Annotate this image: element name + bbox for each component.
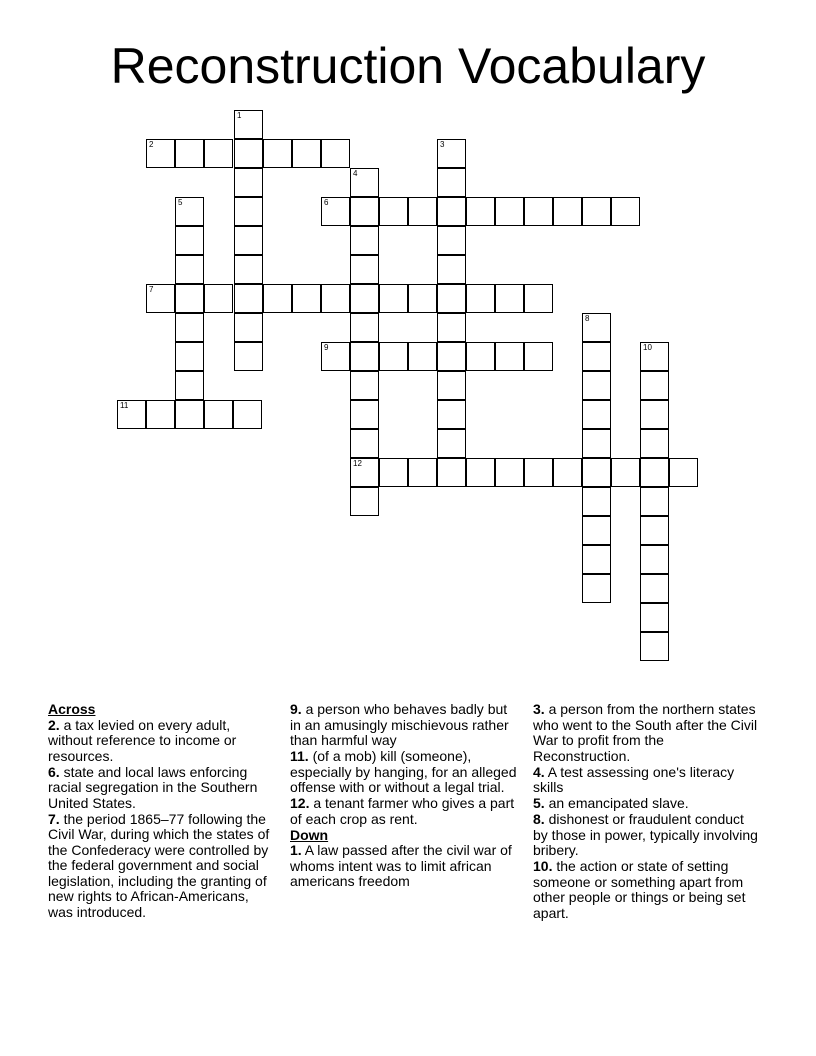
grid-cell[interactable] (408, 458, 437, 487)
grid-cell[interactable] (466, 284, 495, 313)
grid-cell[interactable] (379, 458, 408, 487)
grid-cell[interactable] (582, 487, 611, 516)
clue-item-number: 5. (533, 795, 545, 811)
grid-cell[interactable] (350, 168, 379, 197)
clue-item-text: state and local laws enforcing racial segregation in the Southern United States. (48, 763, 258, 811)
grid-cell[interactable] (234, 284, 263, 313)
grid-cell[interactable] (582, 342, 611, 371)
down-clue-list (290, 843, 518, 890)
clue-item-number: 7. (48, 810, 60, 827)
clue-item-text: dishonest or fraudulent conduct by those in power, typically involving bribery. (533, 811, 758, 858)
grid-cell[interactable] (379, 342, 408, 371)
grid-cell[interactable] (175, 139, 204, 168)
grid-cell[interactable] (146, 139, 175, 168)
grid-cell[interactable] (175, 226, 204, 255)
grid-cell[interactable] (640, 429, 669, 458)
grid-cell[interactable] (146, 284, 175, 313)
grid-cell[interactable] (350, 255, 379, 284)
grid-cell[interactable] (437, 458, 466, 487)
down-clue-list-continued (533, 702, 761, 921)
grid-cell[interactable] (408, 197, 437, 226)
grid-cell[interactable] (611, 197, 640, 226)
grid-cell[interactable] (524, 284, 553, 313)
grid-cell[interactable] (553, 458, 582, 487)
clue-number: 5 (178, 198, 183, 207)
clue-item-text: A law passed after the civil war of whoms intent was to limit african americans freedom (290, 842, 512, 889)
grid-cell[interactable] (437, 197, 466, 226)
grid-cell[interactable] (175, 197, 204, 226)
grid-cell[interactable] (350, 197, 379, 226)
grid-cell[interactable] (233, 400, 262, 429)
clue-item-text: a tenant farmer who gives a part of each crop as rent. (290, 795, 515, 827)
grid-cell[interactable] (234, 313, 263, 342)
clue-number: 8 (585, 314, 590, 323)
clue-number: 10 (643, 343, 652, 352)
grid-cell[interactable] (582, 429, 611, 458)
grid-cell[interactable] (437, 371, 466, 400)
clue-item (533, 859, 761, 921)
grid-cell[interactable] (582, 545, 611, 574)
clue-item (48, 765, 276, 812)
clue-item (533, 702, 761, 764)
grid-cell[interactable] (234, 168, 263, 197)
clue-item (533, 796, 761, 812)
grid-cell[interactable] (437, 313, 466, 342)
clue-number: 6 (324, 198, 329, 207)
grid-cell[interactable] (582, 458, 611, 487)
grid-cell[interactable] (321, 342, 350, 371)
clue-item-number: 12. (290, 795, 310, 811)
grid-cell[interactable] (204, 139, 233, 168)
grid-cell[interactable] (234, 139, 263, 168)
grid-cell[interactable] (640, 400, 669, 429)
clue-item (533, 765, 761, 796)
page-title: Reconstruction Vocabulary (110, 38, 706, 94)
clues-column-3 (533, 702, 761, 922)
clue-item-text: (of a mob) kill (someone), especially by hanging, for an alleged offense with or without a legal trial. (290, 748, 517, 795)
grid-cell[interactable] (350, 342, 379, 371)
grid-cell[interactable] (495, 458, 524, 487)
clue-item-number: 8. (533, 811, 545, 827)
grid-cell[interactable] (611, 458, 640, 487)
grid-cell[interactable] (582, 197, 611, 226)
grid-cell[interactable] (175, 371, 204, 400)
grid-cell[interactable] (175, 342, 204, 371)
clue-item-number: 10. (533, 858, 553, 874)
grid-cell[interactable] (640, 545, 669, 574)
clue-item-number: 9. (290, 701, 302, 717)
grid-cell[interactable] (204, 284, 233, 313)
across-heading: Across (48, 701, 96, 717)
clue-number: 12 (353, 459, 362, 468)
grid-cell[interactable] (437, 284, 466, 313)
grid-cell[interactable] (582, 313, 611, 342)
grid-cell[interactable] (175, 400, 204, 429)
clue-item-text: an emancipated slave. (544, 795, 689, 811)
grid-cell[interactable] (582, 516, 611, 545)
grid-cell[interactable] (379, 284, 408, 313)
grid-cell[interactable] (437, 400, 466, 429)
grid-cell[interactable] (669, 458, 698, 487)
clue-item-text: the action or state of setting someone or something apart from other people or things or being set apart. (533, 858, 746, 921)
clue-item (290, 796, 518, 827)
across-clue-list (48, 718, 276, 921)
grid-cell[interactable] (437, 255, 466, 284)
clue-number: 11 (120, 401, 129, 410)
clue-item-number: 6. (48, 763, 60, 780)
grid-cell[interactable] (582, 574, 611, 603)
clue-number: 7 (149, 285, 154, 294)
clues-column-1 (48, 702, 276, 921)
grid-cell[interactable] (234, 226, 263, 255)
grid-cell[interactable] (292, 139, 321, 168)
grid-cell[interactable] (640, 371, 669, 400)
clue-item-text: A test assessing one's literacy skills (533, 763, 735, 795)
grid-cell[interactable] (466, 197, 495, 226)
grid-cell[interactable] (582, 371, 611, 400)
grid-cell[interactable] (263, 284, 292, 313)
grid-cell[interactable] (437, 429, 466, 458)
grid-cell[interactable] (437, 226, 466, 255)
grid-cell[interactable] (263, 139, 292, 168)
clue-item-number: 2. (48, 716, 60, 733)
grid-cell[interactable] (408, 284, 437, 313)
grid-cell[interactable] (292, 284, 321, 313)
grid-cell[interactable] (234, 255, 263, 284)
grid-cell[interactable] (524, 197, 553, 226)
grid-cell[interactable] (175, 255, 204, 284)
grid-cell[interactable] (437, 168, 466, 197)
grid-cell[interactable] (146, 400, 175, 429)
grid-cell[interactable] (640, 342, 669, 371)
across-clue-list-continued (290, 702, 518, 827)
grid-cell[interactable] (117, 400, 146, 429)
grid-cell[interactable] (234, 197, 263, 226)
down-heading: Down (290, 826, 329, 843)
grid-cell[interactable] (466, 342, 495, 371)
grid-cell[interactable] (350, 226, 379, 255)
grid-cell[interactable] (408, 342, 437, 371)
grid-cell[interactable] (524, 458, 553, 487)
grid-cell[interactable] (350, 429, 379, 458)
grid-cell[interactable] (350, 284, 379, 313)
clue-number: 4 (353, 169, 358, 178)
grid-cell[interactable] (234, 110, 263, 139)
grid-cell[interactable] (234, 342, 263, 371)
grid-cell[interactable] (350, 313, 379, 342)
grid-cell[interactable] (640, 632, 669, 661)
grid-cell[interactable] (350, 487, 379, 516)
clue-item (48, 718, 276, 765)
clue-number: 9 (324, 343, 329, 352)
grid-cell[interactable] (379, 197, 408, 226)
clue-item-number: 11. (290, 748, 309, 764)
clue-item-text: a tax levied on every adult, without reference to income or resources. (48, 716, 237, 764)
grid-cell[interactable] (640, 603, 669, 632)
grid-cell[interactable] (204, 400, 233, 429)
clues-column-2 (290, 702, 518, 890)
clue-item (290, 749, 518, 796)
grid-cell[interactable] (175, 284, 204, 313)
clue-number: 2 (149, 140, 154, 149)
grid-cell[interactable] (553, 197, 582, 226)
grid-cell[interactable] (524, 342, 553, 371)
clue-number: 1 (237, 111, 242, 120)
grid-cell[interactable] (495, 197, 524, 226)
clue-item (533, 812, 761, 859)
grid-cell[interactable] (495, 342, 524, 371)
clue-item-number: 4. (533, 763, 545, 780)
grid-cell[interactable] (640, 487, 669, 516)
clue-item (48, 812, 276, 921)
grid-cell[interactable] (437, 342, 466, 371)
grid-cell[interactable] (175, 313, 204, 342)
grid-cell[interactable] (321, 197, 350, 226)
grid-cell[interactable] (640, 574, 669, 603)
clue-item-text: the period 1865–77 following the Civil War, during which the states of the Confederacy were controlled by the federal government and social legislation, including the granting of new rights to African-Americans, was introduced. (48, 810, 270, 920)
grid-cell[interactable] (466, 458, 495, 487)
clue-item-number: 3. (533, 701, 545, 717)
grid-cell[interactable] (350, 458, 379, 487)
grid-cell[interactable] (582, 400, 611, 429)
grid-cell[interactable] (321, 284, 350, 313)
clue-number: 3 (440, 140, 445, 149)
clue-item (290, 843, 518, 890)
clue-item (290, 702, 518, 749)
grid-cell[interactable] (640, 458, 669, 487)
grid-cell[interactable] (350, 371, 379, 400)
clue-item-text: a person who behaves badly but in an amusingly mischievous rather than harmful way (290, 701, 509, 748)
grid-cell[interactable] (437, 139, 466, 168)
grid-cell[interactable] (640, 516, 669, 545)
clue-item-number: 1. (290, 842, 302, 858)
grid-cell[interactable] (321, 139, 350, 168)
grid-cell[interactable] (350, 400, 379, 429)
clue-item-text: a person from the northern states who went to the South after the Civil War to profit from the Reconstruction. (533, 701, 758, 764)
grid-cell[interactable] (495, 284, 524, 313)
